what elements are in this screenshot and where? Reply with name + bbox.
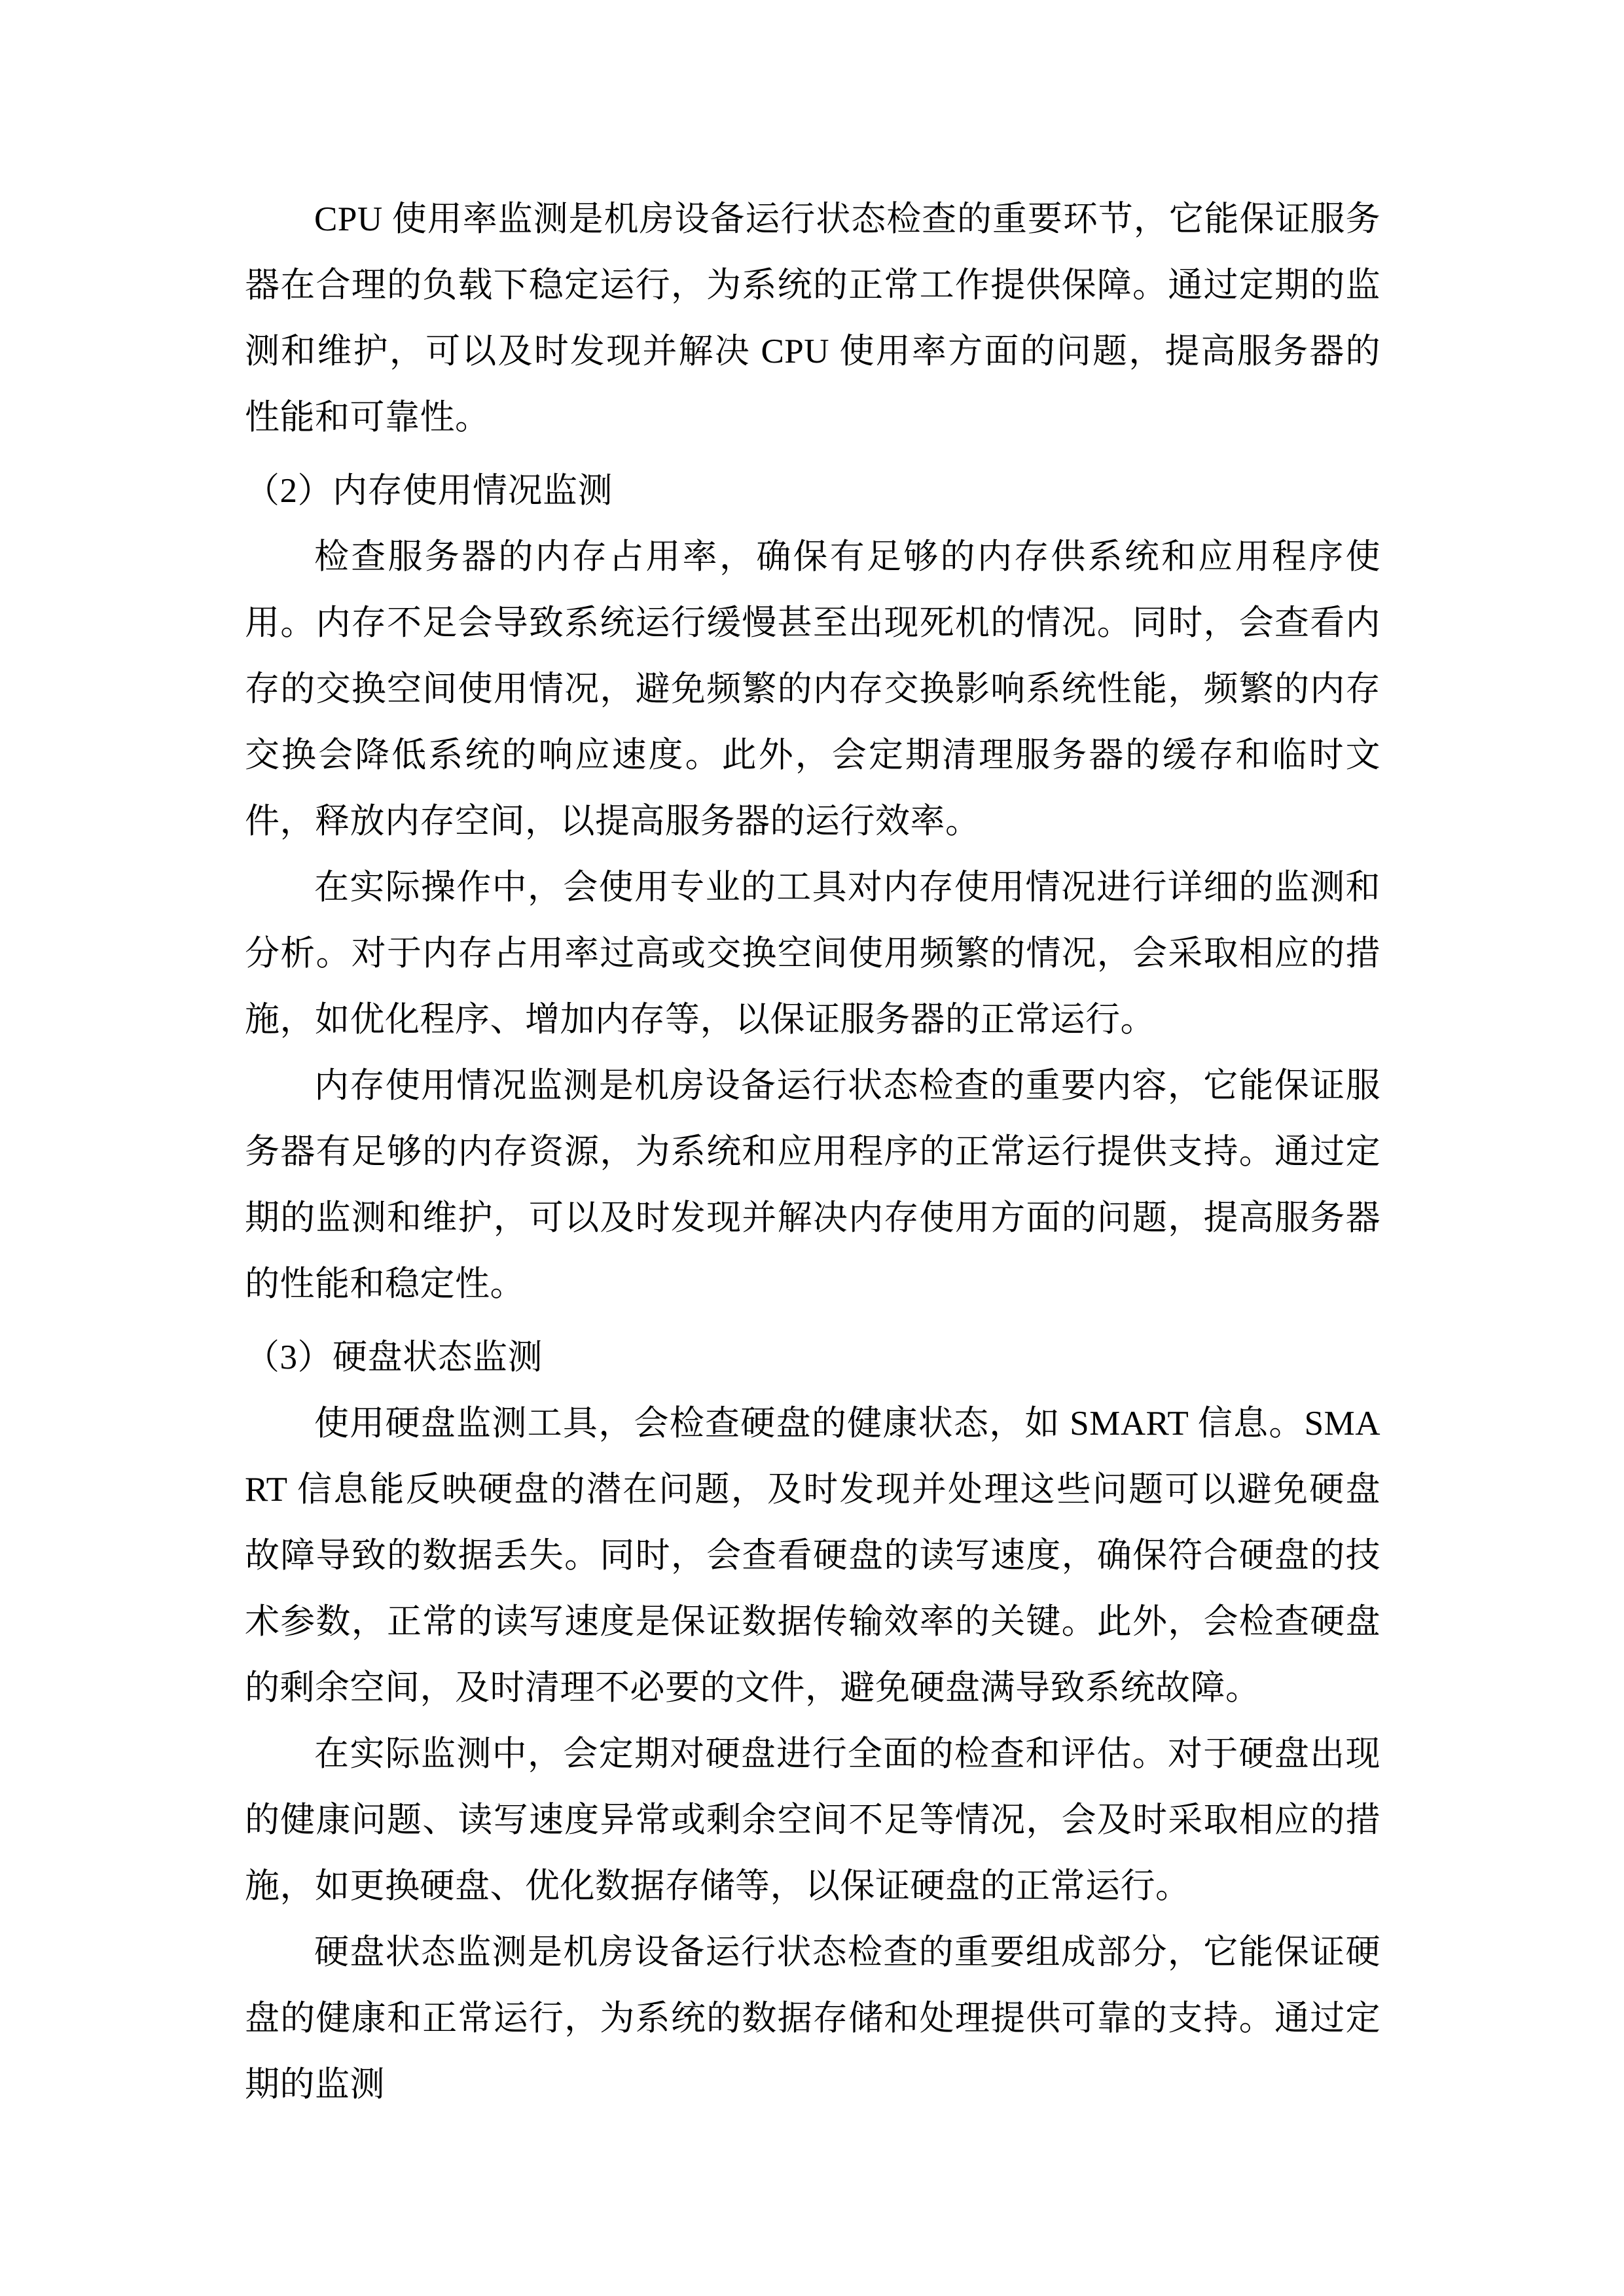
section-heading-disk: （3）硬盘状态监测 xyxy=(245,1338,543,1376)
paragraph-memory-summary: 内存使用情况监测是机房设备运行状态检查的重要内容，它能保证服务器有足够的内存资源，为系统和应用程序的正常运行提供支持。通过定期的监测和维护，可以及时发现并解决内存使用方面的问题，提高服务器的性能和稳定性。 xyxy=(245,1067,1380,1303)
paragraph-cpu-summary: CPU 使用率监测是机房设备运行状态检查的重要环节，它能保证服务器在合理的负载下稳定运行，为系统的正常工作提供保障。通过定期的监测和维护，可以及时发现并解决 CPU 使用率方面的问题，提高服务器的性能和可靠性。 xyxy=(245,200,1380,437)
section-heading-memory: （2）内存使用情况监测 xyxy=(245,472,613,510)
paragraph-disk-practice: 在实际监测中，会定期对硬盘进行全面的检查和评估。对于硬盘出现的健康问题、读写速度异常或剩余空间不足等情况，会及时采取相应的措施，如更换硬盘、优化数据存储等，以保证硬盘的正常运行。 xyxy=(245,1735,1380,1905)
paragraph-disk-summary: 硬盘状态监测是机房设备运行状态检查的重要组成部分，它能保证硬盘的健康和正常运行，为系统的数据存储和处理提供可靠的支持。通过定期的监测 xyxy=(245,1933,1380,2104)
paragraph-memory-practice: 在实际操作中，会使用专业的工具对内存使用情况进行详细的监测和分析。对于内存占用率过高或交换空间使用频繁的情况，会采取相应的措施，如优化程序、增加内存等，以保证服务器的正常运行。 xyxy=(245,869,1380,1039)
paragraph-memory-check: 检查服务器的内存占用率，确保有足够的内存供系统和应用程序使用。内存不足会导致系统运行缓慢甚至出现死机的情况。同时，会查看内存的交换空间使用情况，避免频繁的内存交换影响系统性能，频繁的内存交换会降低系统的响应速度。此外，会定期清理服务器的缓存和临时文件，释放内存空间，以提高服务器的运行效率。 xyxy=(245,538,1380,840)
paragraph-disk-check: 使用硬盘监测工具，会检查硬盘的健康状态，如 SMART 信息。SMART 信息能反映硬盘的潜在问题，及时发现并处理这些问题可以避免硬盘故障导致的数据丢失。同时，会查看硬盘的读写速度，确保符合硬盘的技术参数，正常的读写速度是保证数据传输效率的关键。此外，会检查硬盘的剩余空间，及时清理不必要的文件，避免硬盘满导致系统故障。 xyxy=(245,1405,1380,1707)
